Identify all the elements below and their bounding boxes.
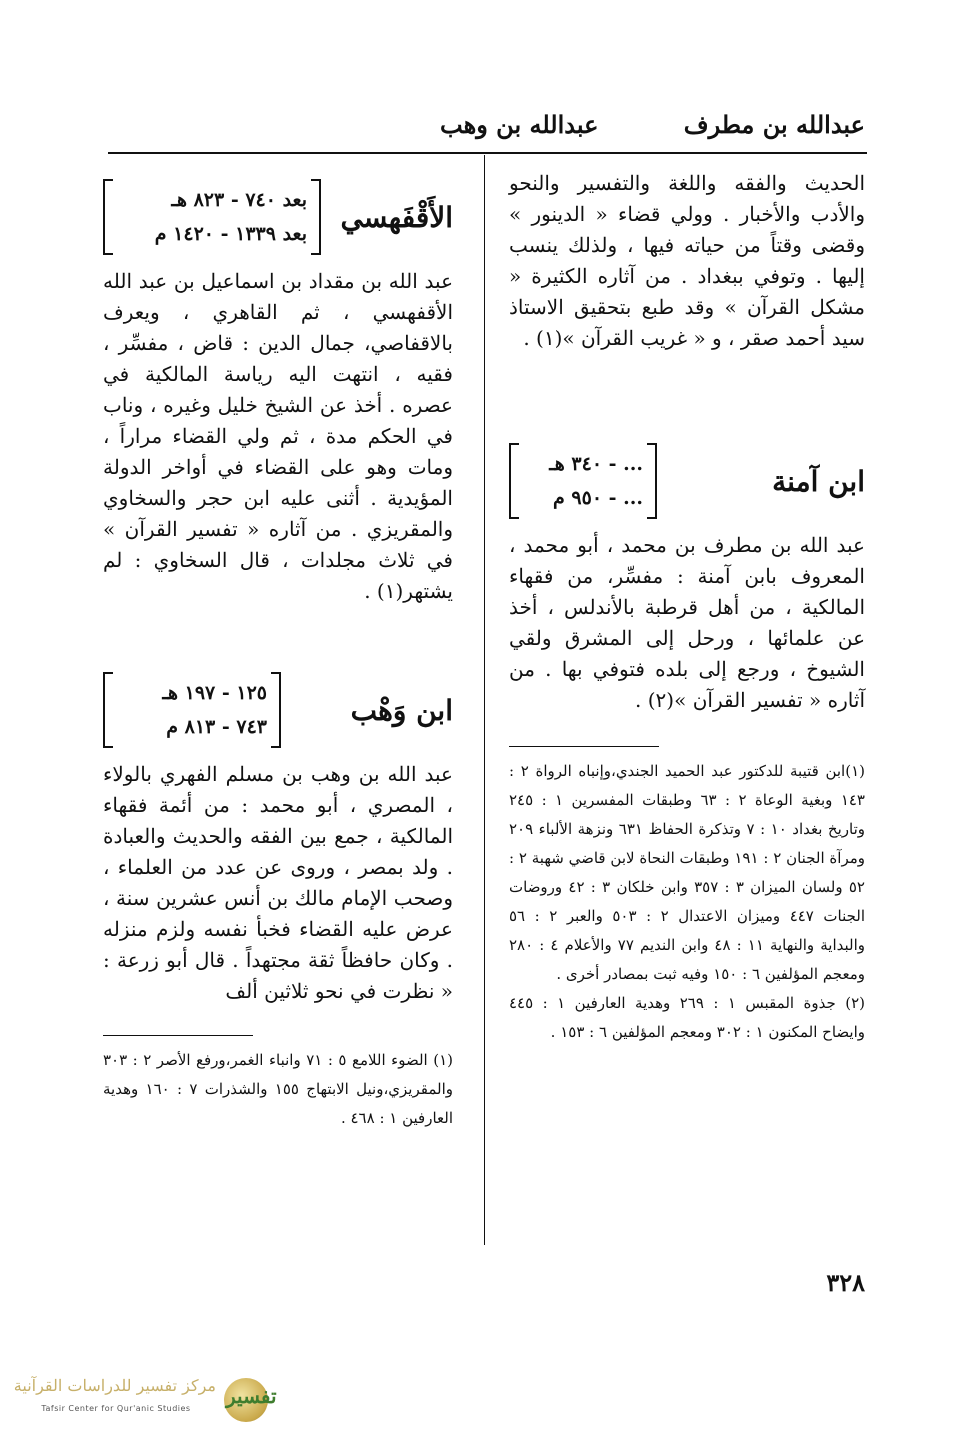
running-header-right: عبدالله بن مطرف xyxy=(683,110,865,139)
running-header-left: عبدالله بن وهب xyxy=(440,110,599,139)
page-number: ٣٢٨ xyxy=(826,1268,865,1297)
footnote-rule xyxy=(103,1035,253,1036)
footnote-2: (٢) جذوة المقبس ١ : ٢٦٩ وهدية العارفين ١ : ٤٤٥ وايضاح المكنون ١ : ٣٠٢ ومعجم المؤلفين ٦ : ١٥٣ . xyxy=(509,994,866,1041)
footnote-rule xyxy=(509,746,659,747)
date-hijri: ١٢٥ - ١٩٧ هـ xyxy=(162,682,267,704)
column-divider xyxy=(484,155,485,1245)
entry-text-ibn-amina: عبد الله بن مطرف بن محمد ، أبو محمد ، المعروف بابن آمنة : مفسِّر، من فقهاء المالكية ، من أهل قرطبة بالأندلس ، أخذ عن علمائها ، ورحل إلى المشرق ولقي الشيوخ ، ورجع إلى بلده فتوفي بها . من آثاره « تفسير القرآن »(٢) . xyxy=(509,533,865,712)
entry-text-aqfahsi: عبد الله بن مقداد بن اسماعيل بن عبد الله الأقفهسي ، ثم القاهري ، ويعرف بالاقفاصي، جمال الدين : قاض ، مفسِّر ، فقيه ، انتهت اليه رياسة المالكية في عصره . أخذ عن الشيخ خليل وغيره ، وناب في الحكم مدة ، ثم ولي القضاء مراراً ، ومات وهو على القضاء في أواخر الدولة المؤيدية . أثنى عليه ابن حجر والسخاوي والمقريزي . من آثاره « تفسير القرآن » في ثلاث مجلدات ، قال السخاوي : لم يشتهر(١) . xyxy=(103,269,453,603)
footnote-1: (١)ابن قتيبة للدكتور عبد الحميد الجندي،وإنباه الرواة ٢ : ١٤٣ وبغية الوعاة ٢ : ٦٣ وطبقات المفسرين ١ : ٢٤٥ وتاريخ بغداد ١٠ : ٧ وتذكرة الحفاظ ٦٣١ ونزهة الألباء ٢٠٩ ومرآة الجنان ٢ : ١٩١ وطبقات النحاة لابن قاضي شهبة ٢ : ٥٢ ولسان الميزان ٣ : ٣٥٧ وابن خلكان ٣ : ٤٢ وروضات الجنات ٤٤٧ وميزان الاعتدال ٢ : ٥٠٣ والعبر ٢ : ٥٦ والبداية والنهاية ١١ : ٤٨ وابن النديم ٧٧ والأعلام ٤ : ٢٨٠ ومعجم المؤلفين ٦ : ١٥٠ وفيه ثبت بمصادر أخرى . xyxy=(509,762,866,983)
date-gregorian: ٧٤٣ - ٨١٣ م xyxy=(166,716,267,738)
continued-paragraph: الحديث والفقه واللغة والتفسير والنحو والأدب والأخبار . وولي قضاء « الدينور » وقضى وقتاً من حياته فيها ، ولذلك ينسب إليها . وتوفي ببغداد . من آثاره الكثيرة « مشكل القرآن » وقد طبع بتحقيق الاستاذ سيد أحمد صقر ، و « غريب القرآن »(١) . xyxy=(509,171,865,350)
tafsir-center-logo xyxy=(12,1372,292,1428)
entry-dates-aqfahsi xyxy=(103,179,321,255)
right-column xyxy=(509,168,865,1047)
date-hijri: ... - ٣٤٠ هـ xyxy=(549,453,643,475)
header-rule xyxy=(108,152,867,154)
logo-wordmark: تفسير xyxy=(226,1384,277,1408)
entry-dates-ibn-wahb xyxy=(103,672,281,748)
date-gregorian: ... - ٩٥٠ م xyxy=(553,487,643,509)
entry-dates-ibn-amina xyxy=(509,443,657,519)
entry-header-ibn-wahb xyxy=(103,669,453,751)
entry-header-ibn-amina xyxy=(509,440,865,522)
date-hijri: بعد ٧٤٠ - ٨٢٣ هـ xyxy=(171,189,307,211)
date-gregorian: بعد ١٣٣٩ - ١٤٢٠ م xyxy=(154,223,307,245)
logo-arabic-name: مركز تفسير للدراسات القرآنية xyxy=(13,1376,216,1395)
entry-header-aqfahsi xyxy=(103,176,453,258)
left-column xyxy=(103,176,453,1133)
entry-name-ibn-amina: ابن آمنة xyxy=(772,464,865,498)
entry-name-ibn-wahb: ابن وَهْب xyxy=(350,693,453,727)
entry-text-ibn-wahb: عبد الله بن وهب بن مسلم الفهري بالولاء ، المصري ، أبو محمد : من أئمة فقهاء المالكية ، جمع بين الفقه والحديث والعبادة . ولد بمصر ، وروى عن عدد من العلماء ، وصحب الإمام مالك بن أنس عشرين سنة ، عرض عليه القضاء فخبأ نفسه ولزم منزله . وكان حافظاً ثقة مجتهداً . قال أبو زرعة : « نظرت في نحو ثلاثين ألف xyxy=(103,762,453,1003)
footnote-1: (١) الضوء اللامع ٥ : ٧١ وانباء الغمر،ورفع الأصر ٢ : ٣٠٣ والمقريزي،ونيل الابتهاج ١٥٥ والشذرات ٧ : ١٦٠ وهدية العارفين ١ : ٤٦٨ . xyxy=(103,1051,454,1127)
logo-english-name: Tafsir Center for Qur'anic Studies xyxy=(41,1404,191,1413)
entry-name-aqfahsi: الأَقْفَهسي xyxy=(340,200,453,234)
